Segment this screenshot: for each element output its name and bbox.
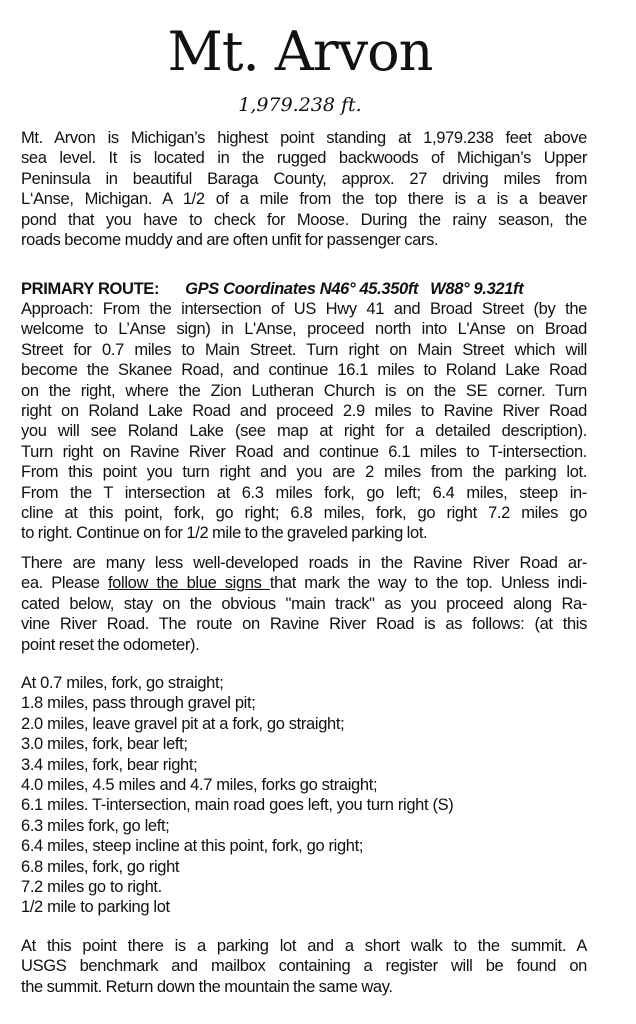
approach-line: to right. Continue on for 1/2 mile to the graveled parking lot. — [21, 524, 428, 543]
ravine-line — [21, 573, 587, 593]
ravine-text: that mark the way to the top. Unless indi- — [269, 574, 587, 593]
approach-line: become the Skanee Road, and continue 16.1 miles to Roland Lake Road — [21, 361, 587, 380]
approach-line: you will see Roland Lake (see map at right for a detailed description). — [21, 422, 587, 441]
route-step: 1.8 miles, pass through gravel pit; — [21, 694, 256, 713]
approach-line: From the T intersection at 6.3 miles fork, go left; 6.4 miles, steep in- — [21, 483, 587, 502]
intro-line: Peninsula in beautiful Baraga County, approx. 27 driving miles from — [21, 169, 587, 188]
ravine-line: vine River Road. The route on Ravine River Road is as follows: (at this — [21, 615, 587, 634]
elevation-subtitle: 1,979.238 ft. — [238, 94, 362, 116]
intro-line: roads become muddy and are often unfit for passenger cars. — [21, 231, 439, 250]
approach-line: Turn right on Ravine River Road and continue 6.1 miles to T-intersection. — [21, 442, 587, 461]
intro-line: Mt. Arvon is Michigan’s highest point standing at 1,979.238 feet above — [21, 129, 587, 147]
approach-line: right on Roland Lake Road and proceed 2.9 miles to Ravine River Road — [21, 402, 587, 421]
intro-paragraph — [21, 128, 587, 250]
route-step: 3.4 miles, fork, bear right; — [21, 755, 198, 774]
approach-line: on the right, where the Zion Lutheran Church is on the SE corner. Turn — [21, 381, 587, 400]
route-step: 6.8 miles, fork, go right — [21, 857, 180, 876]
summit-line: the summit. Return down the mountain the same way. — [21, 977, 393, 996]
summit-line: USGS benchmark and mailbox containing a register will be found on — [21, 957, 587, 976]
approach-line: cline at this point, fork, go right; 6.8 miles, fork, go right 7.2 miles go — [21, 504, 587, 523]
primary-route-header — [21, 279, 587, 299]
route-step: 2.0 miles, leave gravel pit at a fork, go straight; — [21, 714, 345, 733]
route-step: 6.4 miles, steep incline at this point, fork, go right; — [21, 837, 364, 856]
approach-line: Street for 0.7 miles to Main Street. Turn right on Main Street which will — [21, 340, 587, 359]
ravine-river-paragraph — [21, 553, 587, 655]
blue-signs-emphasis: follow the blue signs — [107, 574, 270, 593]
ravine-line: There are many less well-developed roads in the Ravine River Road ar- — [21, 554, 587, 572]
route-step: 1/2 mile to parking lot — [21, 898, 170, 917]
approach-line: welcome to L’Anse sign) in L'Anse, proceed north into L'Anse on Broad — [21, 320, 587, 339]
intro-line: L‘Anse, Michigan. A 1/2 of a mile from the top there is a is a beaver — [21, 190, 587, 209]
gps-coordinates: GPS Coordinates N46° 45.350ft — [185, 280, 419, 298]
ravine-text: ea. Please — [21, 574, 108, 593]
route-step: 7.2 miles go to right. — [21, 878, 162, 897]
route-step: 6.3 miles fork, go left; — [21, 816, 170, 835]
approach-line: From this point you turn right and you are 2 miles from the parking lot. — [21, 463, 587, 482]
ravine-line: point reset the odometer). — [21, 635, 200, 654]
route-steps-list — [21, 673, 587, 918]
route-step: 3.0 miles, fork, bear left; — [21, 735, 188, 754]
route-step: 4.0 miles, 4.5 miles and 4.7 miles, forks go straight; — [21, 776, 378, 795]
intro-line: sea level. It is located in the rugged backwoods of Michigan’s Upper — [21, 149, 587, 168]
approach-line: Approach: From the intersection of US Hwy 41 and Broad Street (by the — [21, 300, 587, 318]
ravine-line: cated below, stay on the obvious "main track" as you proceed along Ra- — [21, 594, 587, 613]
route-step: At 0.7 miles, fork, go straight; — [21, 674, 224, 692]
intro-line: pond that you have to check for Moose. During the rainy season, the — [21, 210, 587, 229]
gps-west-coordinate: W88° 9.321ft — [430, 280, 524, 298]
summit-paragraph — [21, 936, 587, 997]
summit-line: At this point there is a parking lot and a short walk to the summit. A — [21, 937, 587, 955]
page-title: Mt. Arvon — [167, 20, 433, 83]
primary-route-label: PRIMARY ROUTE: — [21, 280, 160, 298]
approach-paragraph — [21, 299, 587, 544]
route-step: 6.1 miles. T-intersection, main road goes left, you turn right (S) — [21, 796, 454, 815]
